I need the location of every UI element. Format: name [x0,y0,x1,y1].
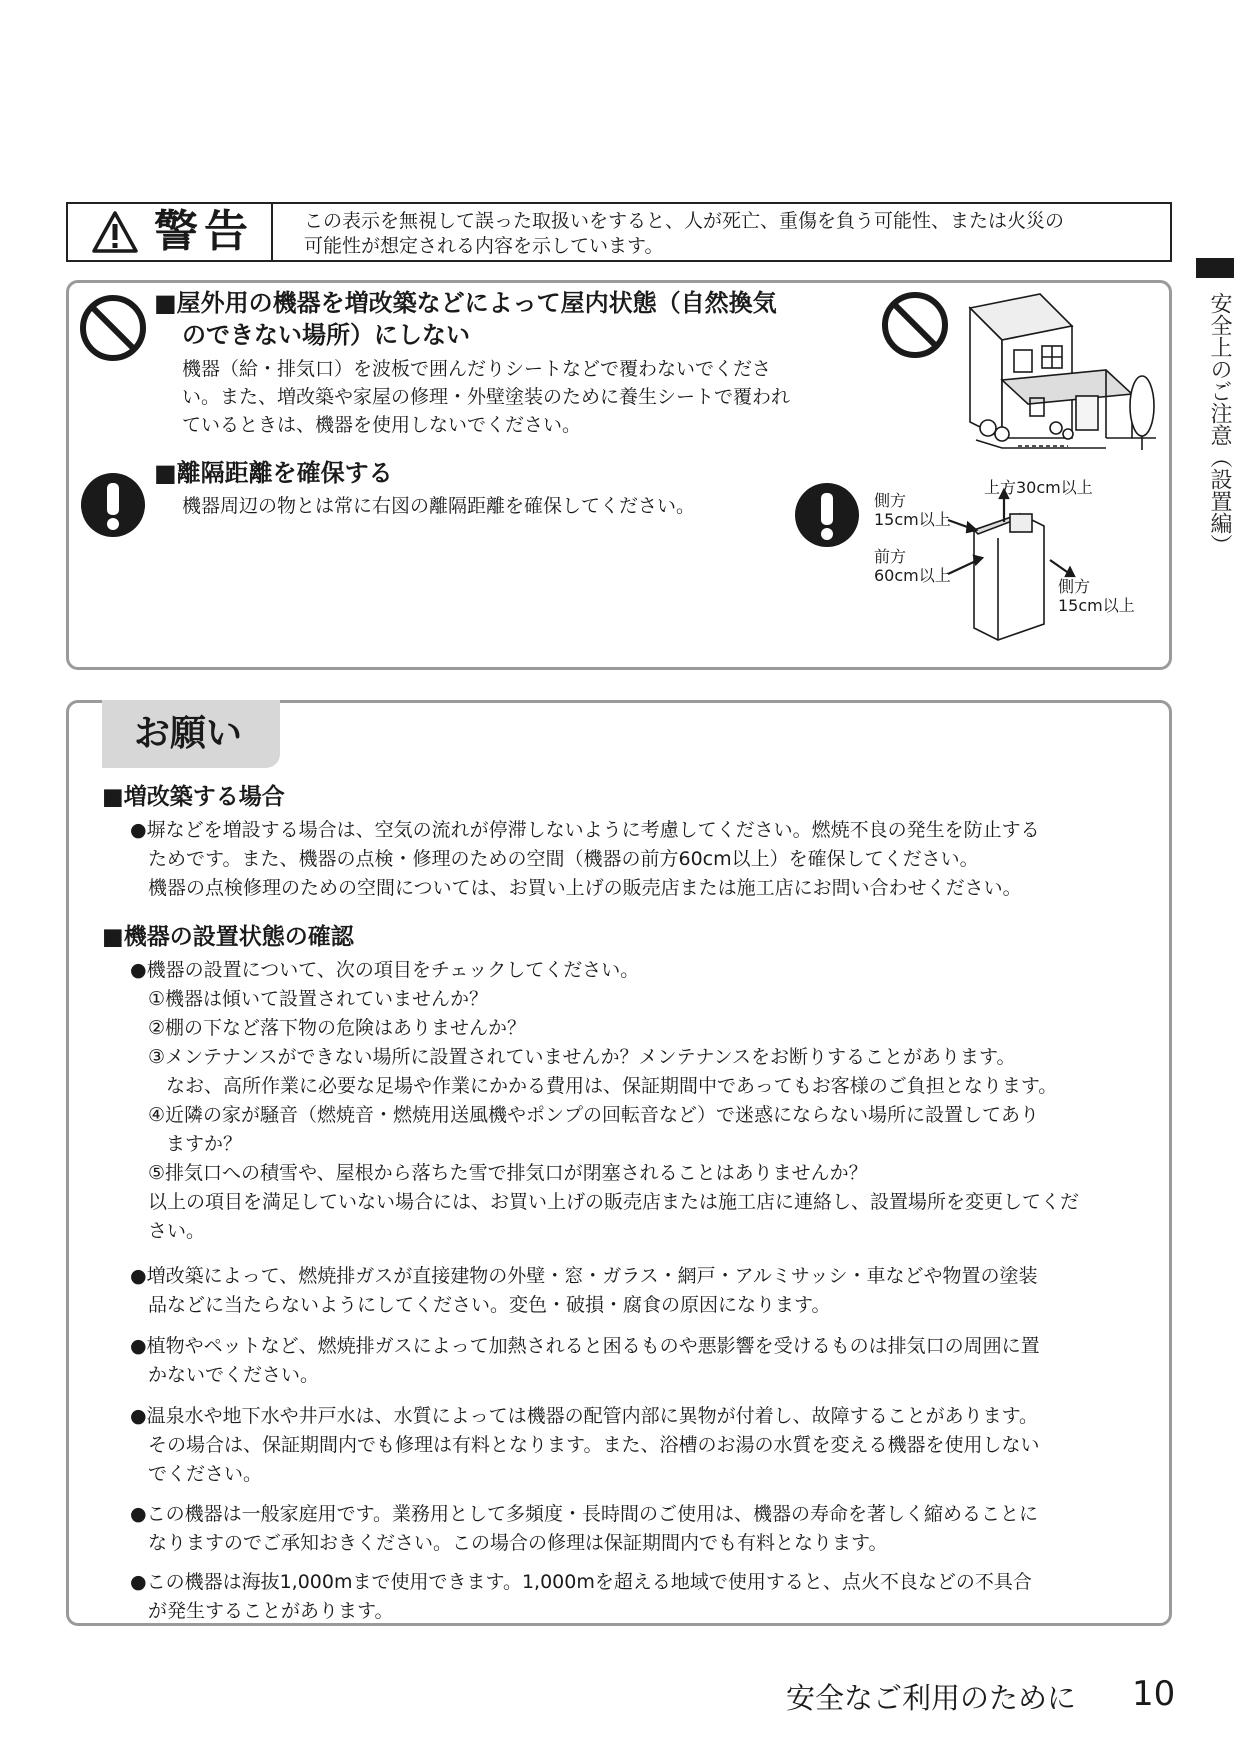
clearance-front-label: 前方 [874,547,907,566]
bullet-item: ●増改築によって、燃焼排ガスが直接建物の外壁・窓・ガラス・網戸・アルミサッシ・車などや物置の塗装 [130,1265,1038,1287]
checklist-item: ①機器は傾いて設置されていませんか？ [148,988,489,1010]
warning-item-text: い。また、増改築や家屋の修理・外壁塗装のために養生シートで覆われ [182,386,791,408]
checklist-item: ②棚の下など落下物の危険はありませんか？ [148,1017,527,1039]
text-line: なりますのでご承知おきください。この場合の修理は保証期間内でも有料となります。 [148,1532,888,1554]
text-line: ためです。また、機器の点検・修理のための空間（機器の前方60cm以上）を確保してください。 [148,848,979,870]
warning-label [68,204,273,260]
section-heading: ■増改築する場合 [102,784,285,810]
text-line: ●塀などを増設する場合は、空気の流れが停滞しないように考慮してください。燃焼不良の発生を防止する [130,819,1040,841]
clearance-side-right-value: 15cm以上 [1058,596,1135,615]
warning-item-text: 機器周辺の物とは常に右図の離隔距離を確保してください。 [182,495,696,517]
warning-description [304,209,1164,259]
bullet-item: ●植物やペットなど、燃焼排ガスによって加熱されると困るものや悪影響を受けるものは排気口の周囲に置 [130,1335,1040,1357]
text-line: ますか？ [166,1133,243,1155]
clearance-side-right-label: 側方 [1058,577,1091,596]
section-heading: ■機器の設置状態の確認 [102,924,354,950]
prohibition-icon [880,290,950,360]
request-title: お願い [134,713,243,754]
clearance-side-left-label: 側方 [874,491,907,510]
checklist-item: ⑤排気口への積雪や、屋根から落ちた雪で排気口が閉塞されることはありませんか？ [148,1162,868,1184]
warning-item-text: ているときは、機器を使用しないでください。 [182,414,582,436]
house-enclosure-illustration [956,288,1156,460]
warning-item-heading: のできない場所）にしない [182,321,470,349]
text-line: さい。 [148,1220,206,1242]
text-line: でください。 [148,1463,263,1485]
clearance-side-left-value: 15cm以上 [874,510,951,529]
side-tab-label: 安全上のご注意（設置編） [1207,292,1232,556]
page-number: 10 [1132,1674,1176,1714]
text-line: なお、高所作業に必要な足場や作業にかかる費用は、保証期間中であってもお客様のご負担となります。 [166,1075,1058,1097]
mandatory-action-icon [792,480,862,550]
clearance-top-label: 上方30cm以上 [984,478,1093,497]
text-line: が発生することがあります。 [148,1600,394,1622]
bullet-item: ●この機器は一般家庭用です。業務用として多頻度・長時間のご使用は、機器の寿命を著しく縮めることに [130,1503,1039,1525]
footer-section-title: 安全なご利用のために [786,1681,1077,1715]
warning-item-heading: ■屋外用の機器を増改築などによって屋内状態（自然換気 [154,289,777,317]
text-line: かないでください。 [148,1364,320,1386]
text-line: 以上の項目を満足していない場合には、お買い上げの販売店または施工店に連絡し、設置場所を変更してくだ [148,1191,1080,1213]
warning-item-text: 機器（給・排気口）を波板で囲んだりシートなどで覆わないでくださ [182,358,772,380]
warning-description-line: 可能性が想定される内容を示しています。 [304,235,664,257]
clearance-diagram [870,478,1150,658]
text-line: 品などに当たらないようにしてください。変色・破損・腐食の原因になります。 [148,1294,831,1316]
warning-triangle-icon [92,210,138,254]
text-line: ●機器の設置について、次の項目をチェックしてください。 [130,959,640,981]
warning-item-heading: ■離隔距離を確保する [154,459,393,487]
text-line: その場合は、保証期間内でも修理は有料となります。また、浴槽のお湯の水質を変える機器を使用しない [148,1434,1040,1456]
prohibition-icon [78,293,148,363]
checklist-item: ③メンテナンスができない場所に設置されていませんか？メンテナンスをお断りすることがあります。 [148,1046,1016,1068]
warning-title: 警告 [154,206,254,257]
bullet-item: ●この機器は海抜1,000mまで使用できます。1,000mを超える地域で使用すると、点火不良などの不具合 [130,1571,1032,1593]
side-tab-marker [1196,258,1234,278]
warning-header [66,202,1172,262]
warning-description-line: この表示を無視して誤った取扱いをすると、人が死亡、重傷を負う可能性、または火災の [304,210,1065,232]
bullet-item: ●温泉水や地下水や井戸水は、水質によっては機器の配管内部に異物が付着し、故障することがあります。 [130,1405,1039,1427]
clearance-front-value: 60cm以上 [874,566,951,585]
text-line: 機器の点検修理のための空間については、お買い上げの販売店または施工店にお問い合わせください。 [148,877,1022,899]
checklist-item: ④近隣の家が騒音（燃焼音・燃焼用送風機やポンプの回転音など）で迷惑にならない場所に設置してあり [148,1104,1040,1126]
mandatory-action-icon [78,470,148,540]
